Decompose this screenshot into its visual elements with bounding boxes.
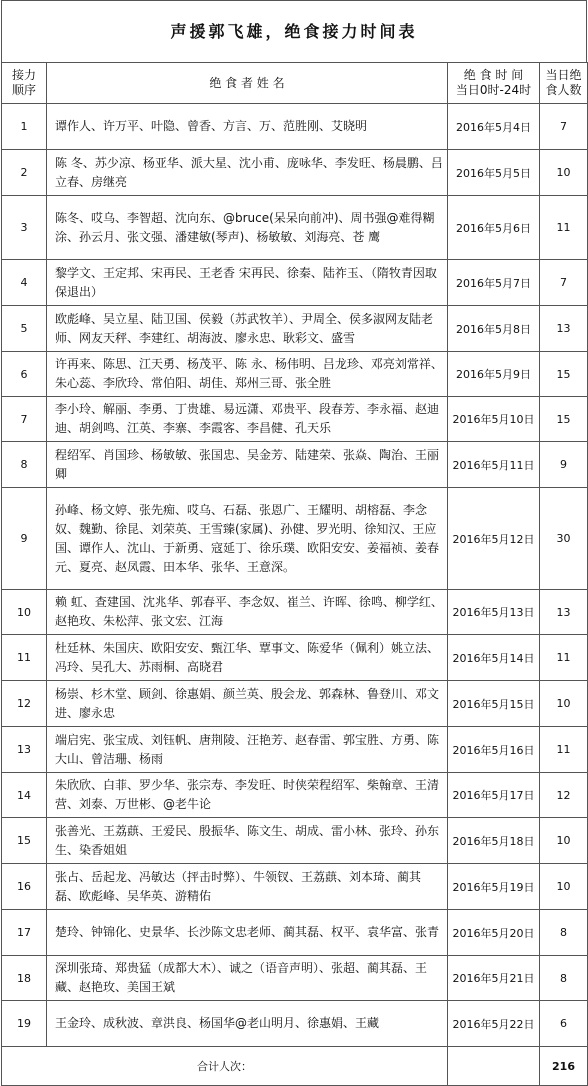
header-order: 接力 顺序 (2, 63, 47, 104)
row-index: 6 (2, 352, 47, 397)
row-names: 陈冬、哎乌、李智超、沈向东、@bruce(呆呆向前冲)、周书强@难得糊涂、孙云月、张文强、潘建敏(琴声)、杨敏敏、刘海亮、苍 鹰 (47, 196, 448, 260)
row-count: 13 (540, 306, 588, 352)
row-names: 王金玲、成秋波、章洪良、杨国华@老山明月、徐惠娟、王藏 (47, 1001, 448, 1047)
row-index: 8 (2, 442, 47, 488)
table-row (2, 442, 588, 488)
table-row (2, 488, 588, 590)
row-count: 9 (540, 442, 588, 488)
table-row (2, 397, 588, 442)
total-empty-cell (448, 1047, 540, 1086)
row-date: 2016年5月15日 (448, 681, 540, 727)
row-index: 11 (2, 635, 47, 681)
row-date: 2016年5月11日 (448, 442, 540, 488)
row-names: 程绍军、肖国珍、杨敏敏、张国忠、吴金芳、陆建荣、张焱、陶治、王丽卿 (47, 442, 448, 488)
row-index: 1 (2, 104, 47, 150)
row-date: 2016年5月7日 (448, 260, 540, 306)
row-count: 11 (540, 635, 588, 681)
row-date: 2016年5月9日 (448, 352, 540, 397)
row-index: 9 (2, 488, 47, 590)
table-row (2, 306, 588, 352)
table-row (2, 818, 588, 864)
header-time (448, 63, 540, 104)
row-date: 2016年5月10日 (448, 397, 540, 442)
row-count: 10 (540, 864, 588, 910)
table-row (2, 196, 588, 260)
row-count: 11 (540, 727, 588, 773)
row-index: 3 (2, 196, 47, 260)
row-names: 朱欣欣、白菲、罗少华、张宗寿、李发旺、时侠荣程绍军、柴翰章、王清营、刘泰、万世彬、@老牛论 (47, 773, 448, 818)
row-index: 13 (2, 727, 47, 773)
table-row (2, 956, 588, 1001)
row-names: 许再来、陈思、江天勇、杨茂平、陈 永、杨伟明、吕龙珍、邓亮刘常祥、朱心蕊、李欣玲、常伯阳、胡佳、郑州三哥、张全胜 (47, 352, 448, 397)
table-row (2, 104, 588, 150)
header-row (2, 63, 588, 104)
row-count: 13 (540, 590, 588, 635)
row-date: 2016年5月12日 (448, 488, 540, 590)
table-row (2, 635, 588, 681)
total-label: 合计人次： (2, 1047, 448, 1086)
row-names: 张占、岳起龙、冯敏达（抨击时弊）、牛领钗、王荔蕻、刘本琦、蔺其磊、欧彪峰、吴华英、游精佑 (47, 864, 448, 910)
row-index: 19 (2, 1001, 47, 1047)
row-count: 30 (540, 488, 588, 590)
row-index: 18 (2, 956, 47, 1001)
total-value: 216 (540, 1047, 588, 1086)
header-count-line2: 食人数 (545, 83, 582, 97)
row-count: 8 (540, 956, 588, 1001)
row-names: 谭作人、许万平、叶隐、曾香、方言、万、范胜刚、艾晓明 (47, 104, 448, 150)
row-date: 2016年5月21日 (448, 956, 540, 1001)
row-names: 杜廷林、朱国庆、欧阳安安、甄江华、覃事文、陈爱华（佩利）姚立法、冯玲、吴孔大、苏雨桐、高晓君 (47, 635, 448, 681)
schedule-table (1, 62, 588, 1086)
table-row (2, 681, 588, 727)
row-count: 12 (540, 773, 588, 818)
table-row (2, 910, 588, 956)
row-count: 10 (540, 150, 588, 196)
page-title: 声援郭飞雄，绝食接力时间表 (1, 0, 587, 62)
row-count: 7 (540, 104, 588, 150)
header-time-line2: 当日0时-24时 (455, 83, 532, 97)
row-count: 15 (540, 352, 588, 397)
table-row (2, 727, 588, 773)
row-date: 2016年5月4日 (448, 104, 540, 150)
row-names: 深圳张琦、郑贵猛（成都大木）、诚之（语音声明）、张超、蔺其磊、王藏、赵艳玫、美国王斌 (47, 956, 448, 1001)
row-names: 欧彪峰、吴立星、陆卫国、侯毅（苏武牧羊）、尹周全、侯多淑网友陆老师、网友天秤、李建红、胡海波、廖永忠、耿彩文、盛雪 (47, 306, 448, 352)
header-names: 绝 食 者 姓 名 (47, 63, 448, 104)
row-date: 2016年5月22日 (448, 1001, 540, 1047)
row-index: 7 (2, 397, 47, 442)
row-date: 2016年5月13日 (448, 590, 540, 635)
row-date: 2016年5月20日 (448, 910, 540, 956)
table-row (2, 150, 588, 196)
row-count: 10 (540, 818, 588, 864)
row-names: 孙峰、杨文婷、张先痴、哎乌、石磊、张恩广、王耀明、胡榕磊、李念奴、魏勤、徐昆、刘荣英、王雪臻(家属)、孙健、罗光明、徐知汉、王应国、谭作人、沈山、于新勇、寇延丁、徐乐璞、欧阳安安、姜福祯、姜春元、夏亮、赵凤霞、田本华、张华、王意深。 (47, 488, 448, 590)
row-names: 陈 冬、苏少凉、杨亚华、派大星、沈小甫、庞咏华、李发旺、杨晨鹏、吕立春、房继亮 (47, 150, 448, 196)
row-names: 张善光、王荔蕻、王爱民、殷振华、陈文生、胡成、雷小林、张玲、孙东生、染香姐姐 (47, 818, 448, 864)
row-count: 7 (540, 260, 588, 306)
row-count: 15 (540, 397, 588, 442)
row-date: 2016年5月18日 (448, 818, 540, 864)
row-count: 6 (540, 1001, 588, 1047)
table-row (2, 773, 588, 818)
total-row (2, 1047, 588, 1086)
row-date: 2016年5月5日 (448, 150, 540, 196)
row-index: 16 (2, 864, 47, 910)
table-row (2, 590, 588, 635)
row-date: 2016年5月14日 (448, 635, 540, 681)
row-date: 2016年5月19日 (448, 864, 540, 910)
row-count: 8 (540, 910, 588, 956)
row-index: 14 (2, 773, 47, 818)
row-index: 5 (2, 306, 47, 352)
row-names: 杨崇、杉木堂、顾剑、徐惠娟、颜兰英、殷会龙、郭森林、鲁登川、邓文进、廖永忠 (47, 681, 448, 727)
row-names: 赖 虹、查建国、沈兆华、郭春平、李念奴、崔兰、许晖、徐鸣、柳学红、赵艳玫、朱松萍、张文宏、江海 (47, 590, 448, 635)
row-names: 李小玲、解丽、李勇、丁贵雄、易远潇、邓贵平、段春芳、李永福、赵迪迪、胡剑鸣、江英、李寨、李霞客、李昌健、孔天乐 (47, 397, 448, 442)
row-date: 2016年5月17日 (448, 773, 540, 818)
row-count: 11 (540, 196, 588, 260)
row-date: 2016年5月16日 (448, 727, 540, 773)
row-names: 黎学文、王定邦、宋再民、王老香 宋再民、徐秦、陆祚玉、（隋牧青因取保退出） (47, 260, 448, 306)
table-row (2, 352, 588, 397)
row-index: 15 (2, 818, 47, 864)
row-date: 2016年5月6日 (448, 196, 540, 260)
row-index: 12 (2, 681, 47, 727)
table-row (2, 864, 588, 910)
header-count-line1: 当日绝 (545, 68, 582, 82)
row-date: 2016年5月8日 (448, 306, 540, 352)
row-index: 4 (2, 260, 47, 306)
row-index: 2 (2, 150, 47, 196)
row-index: 17 (2, 910, 47, 956)
header-time-line1: 绝 食 时 间 (463, 68, 524, 82)
row-names: 楚玲、钟锦化、史景华、长沙陈文忠老师、蔺其磊、权平、袁华富、张青 (47, 910, 448, 956)
header-count (540, 63, 588, 104)
table-row (2, 260, 588, 306)
row-index: 10 (2, 590, 47, 635)
row-names: 端启宪、张宝成、刘钰帆、唐荆陵、汪艳芳、赵春雷、郭宝胜、方勇、陈大山、曾洁珊、杨雨 (47, 727, 448, 773)
row-count: 10 (540, 681, 588, 727)
